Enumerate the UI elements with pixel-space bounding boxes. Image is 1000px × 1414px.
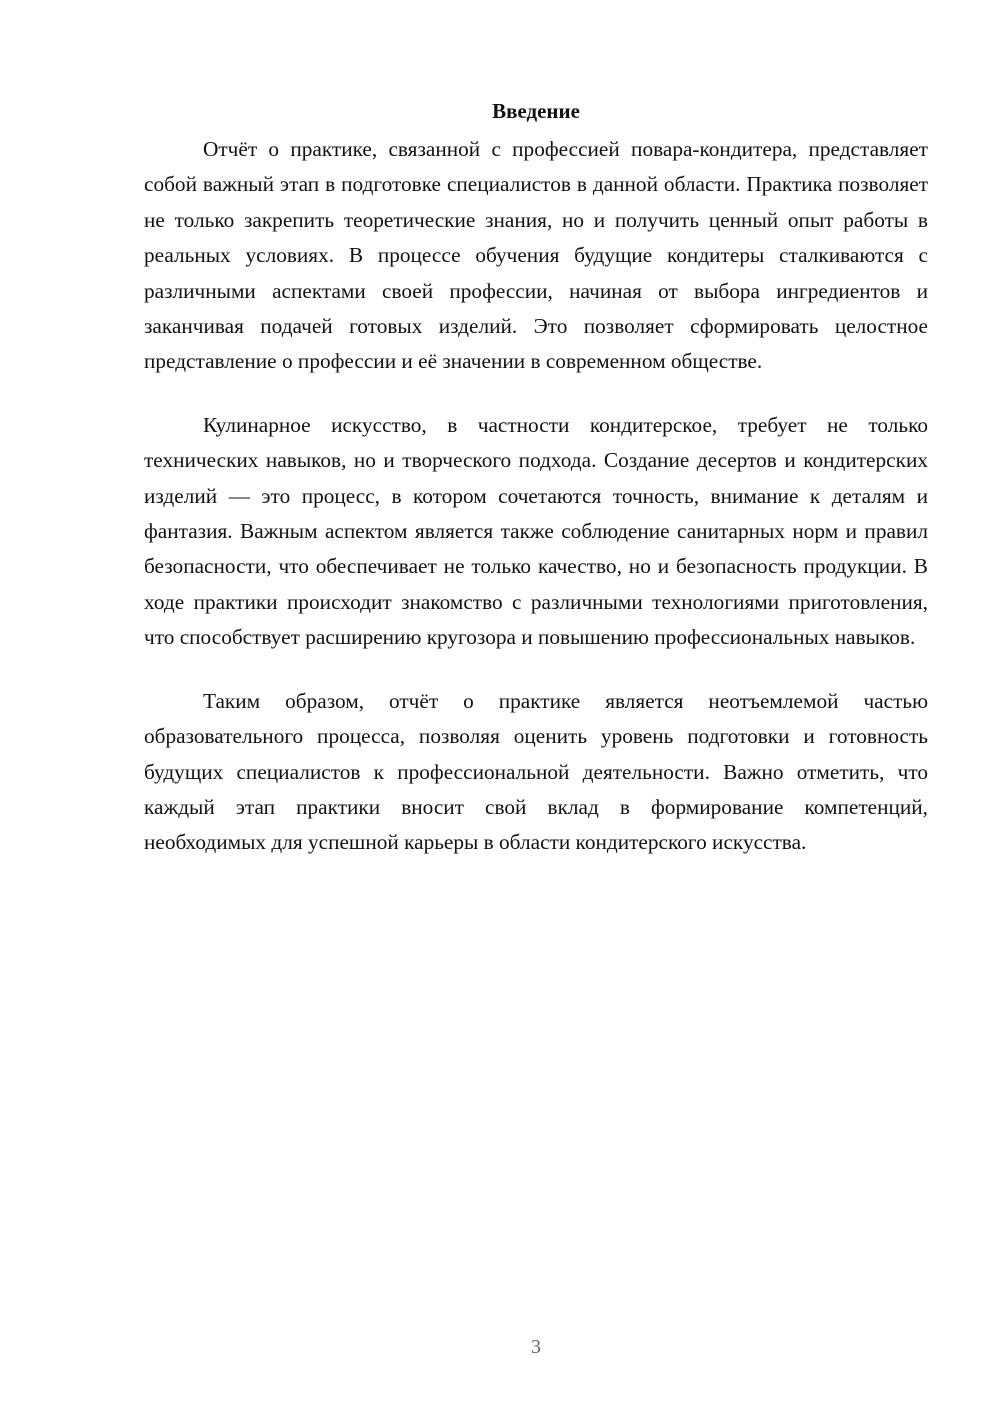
paragraph-conclusion: Таким образом, отчёт о практике является неотъемлемой частью образовательного процесса, позволяя оценить уровень подготовки и готовность будущих специалистов к профессиональной деятельности. Важно отметить, что каждый этап практики вносит свой вклад в формирование компетенций, необходимых для успешной карьеры в области кондитерского искусства. <box>144 688 928 855</box>
page-content <box>144 96 928 889</box>
paragraph-culinary-art: Кулинарное искусство, в частности кондитерское, требует не только технических навыков, но и творческого подхода. Создание десертов и кондитерских изделий — это процесс, в котором сочетаются точность, внимание к деталям и фантазия. Важным аспектом является также соблюдение санитарных норм и правил безопасности, что обеспечивает не только качество, но и безопасность продукции. В ходе практики происходит знакомство с различными технологиями приготовления, что способствует расширению кругозора и повышению профессиональных навыков. <box>144 412 928 650</box>
section-heading: Введение <box>492 99 580 123</box>
page-number: 3 <box>531 1336 541 1358</box>
paragraph-intro: Отчёт о практике, связанной с профессией повара-кондитера, представляет собой важный этап в подготовке специалистов в данной области. Практика позволяет не только закрепить теоретические знания, но и получить ценный опыт работы в реальных условиях. В процессе обучения будущие кондитеры сталкиваются с различными аспектами своей профессии, начиная от выбора ингредиентов и заканчивая подачей готовых изделий. Это позволяет сформировать целостное представление о профессии и её значении в современном обществе. <box>144 137 928 374</box>
